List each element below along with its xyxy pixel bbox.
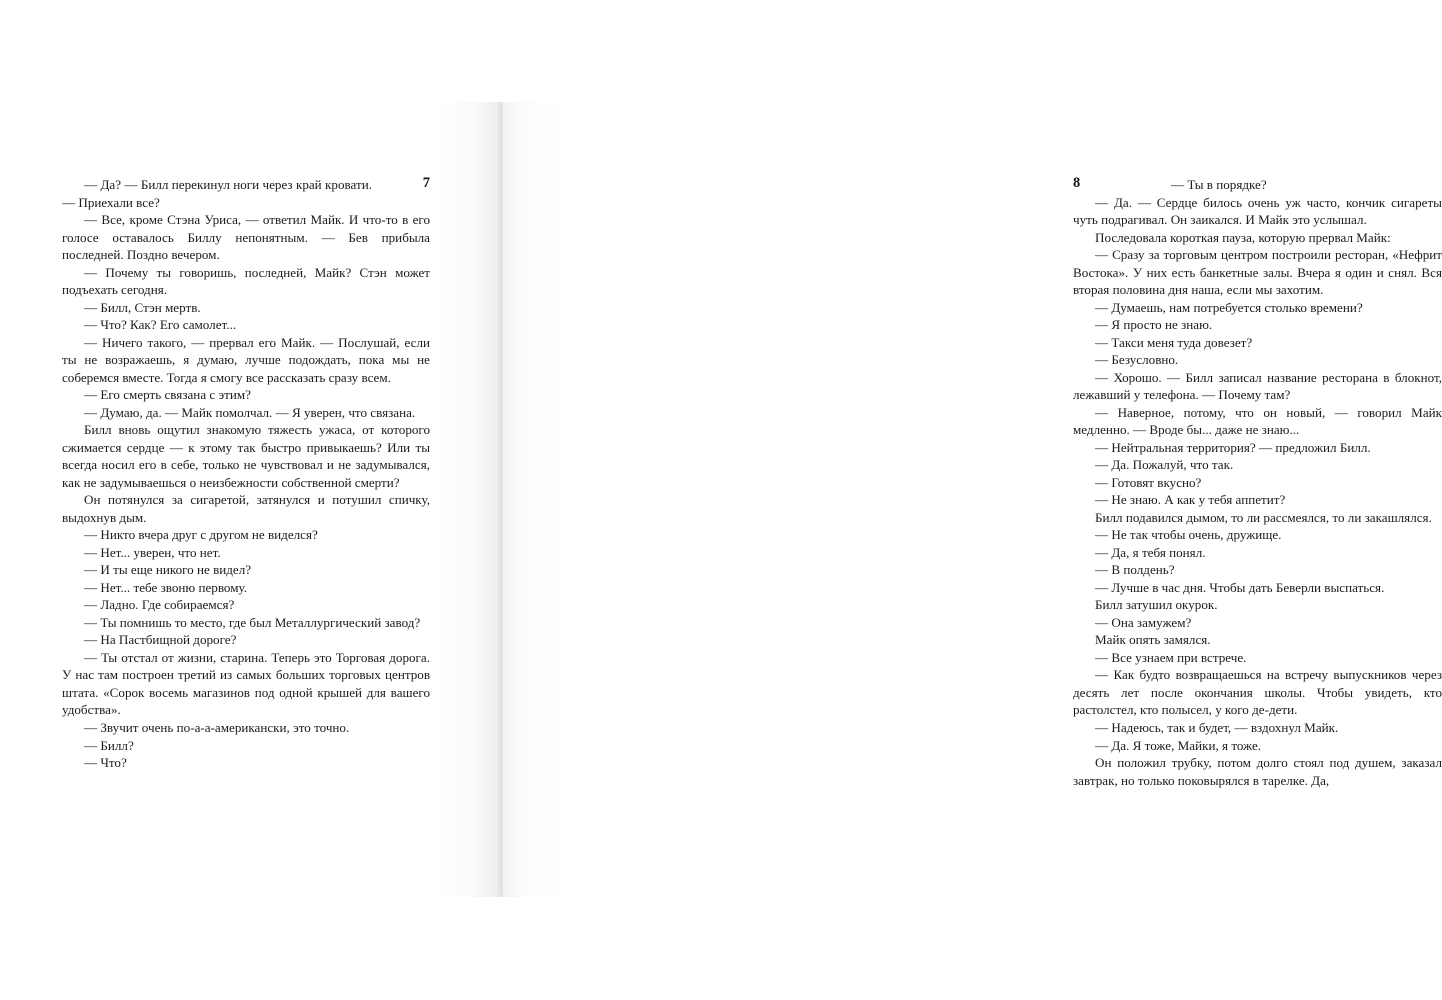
paragraph: — Почему ты говоришь, последней, Майк? Стэн может подъехать сегодня. [62, 264, 430, 298]
paragraph: — Она замужем? [1095, 614, 1192, 630]
paragraph: — Наверное, потому, что он новый, — говорил Майк медленно. — Вроде бы... даже не знаю... [1073, 404, 1442, 438]
paragraph: — Что? Как? Его самолет... [84, 317, 237, 333]
paragraph: — Думаю, да. — Майк помолчал. — Я уверен, что связана. [84, 404, 416, 420]
left-page-number: 7 [422, 175, 430, 191]
paragraph: — Как будто возвращаешься на встречу выпускников через десять лет после окончания школы. Чтобы увидеть, кто растолстел, кто полысел, у кого де-дети. [1073, 667, 1442, 718]
paragraph: — Лучше в час дня. Чтобы дать Беверли выспаться. [1095, 579, 1385, 595]
paragraph: Билл вновь ощутил знакомую тяжесть ужаса, от которого сжимается сердце — к этому так быстро привыкаешь? Или ты всегда носил его в себе, только не чувствовал и не задумывался, как не задумываешься о неизбежности собственной смерти? [62, 422, 430, 490]
paragraph: — Не так чтобы очень, дружище. [1095, 527, 1282, 543]
paragraph: — Такси меня туда довезет? [1095, 334, 1253, 350]
folio-spacer [1073, 176, 1149, 194]
paragraph: Билл подавился дымом, то ли рассмеялся, то ли закашлялся. [1095, 509, 1432, 525]
paragraph: — Думаешь, нам потребуется столько времени? [1095, 299, 1363, 315]
paragraph: — Хорошо. — Билл записал название ресторана в блокнот, лежавший у телефона. — Почему там? [1073, 369, 1442, 403]
right-page-number: 8 [1073, 175, 1081, 191]
paragraph: Последовала короткая пауза, которую прервал Майк: [1095, 229, 1391, 245]
paragraph: — Не знаю. А как у тебя аппетит? [1095, 492, 1286, 508]
paragraph: — Все, кроме Стэна Уриса, — ответил Майк. И что-то в его голосе оставалось Биллу непонятным. — Бев прибыла последней. Поздно вечером. [62, 212, 430, 263]
left-page [0, 0, 500, 1000]
paragraph: — Ты отстал от жизни, старина. Теперь это Торговая дорога. У нас там построен третий из самых больших торговых центров штата. «Сорок восемь магазинов под одной крышей для вашего удобства». [62, 649, 430, 718]
paragraph: — Нет... уверен, что нет. [84, 544, 221, 560]
paragraph: — Ты в порядке? [1171, 177, 1267, 192]
paragraph: — Ты помнишь то место, где был Металлургический завод? [84, 614, 421, 630]
left-page-text [62, 176, 430, 772]
right-page-text [1073, 176, 1442, 789]
paragraph: — Его смерть связана с этим? [84, 387, 251, 403]
paragraph: — Безусловно. [1095, 352, 1179, 368]
paragraph: — Билл, Стэн мертв. [84, 299, 201, 315]
paragraph: — И ты еще никого не видел? [84, 562, 252, 578]
paragraph: — Готовят вкусно? [1095, 474, 1202, 490]
paragraph: — Да. Я тоже, Майки, я тоже. [1095, 737, 1262, 753]
paragraph: Он потянулся за сигаретой, затянулся и потушил спичку, выдохнув дым. [62, 492, 430, 525]
paragraph: — На Пастбищной дороге? [84, 632, 237, 648]
paragraph: — Я просто не знаю. [1095, 317, 1213, 333]
paragraph: — Сразу за торговым центром построили ресторан, «Нефрит Востока». У них есть банкетные залы. Вчера я один и снял. Вся вторая половина дня наша, если мы захотим. [1073, 247, 1442, 298]
paragraph: Билл затушил окурок. [1095, 597, 1218, 613]
paragraph: — В полдень? [1095, 562, 1175, 578]
paragraph: — Ладно. Где собираемся? [84, 597, 235, 613]
paragraph: — Нет... тебе звоню первому. [84, 579, 247, 595]
paragraph: — Звучит очень по-а-а-американски, это точно. [84, 719, 350, 735]
paragraph: Он положил трубку, потом долго стоял под душем, заказал завтрак, но только поковырялся в тарелке. Да, [1073, 755, 1442, 788]
paragraph: Майк опять замялся. [1095, 632, 1211, 648]
paragraph: — Да? — Билл перекинул ноги через край кровати. — Приехали все? [62, 177, 372, 210]
paragraph: — Никто вчера друг с другом не виделся? [84, 527, 318, 543]
paragraph: — Да. Пожалуй, что так. [1095, 457, 1234, 473]
paragraph: — Да, я тебя понял. [1095, 544, 1206, 560]
paragraph: — Нейтральная территория? — предложил Билл. [1095, 439, 1371, 455]
folio-spacer [372, 176, 430, 194]
paragraph: — Надеюсь, так и будет, — вздохнул Майк. [1095, 719, 1339, 735]
right-page [500, 0, 1442, 1000]
paragraph: — Что? [84, 755, 127, 771]
paragraph: — Билл? [84, 737, 134, 753]
paragraph: — Ничего такого, — прервал его Майк. — Послушай, если ты не возражаешь, я думаю, лучше подождать, пока мы не соберемся вместе. Тогда я смогу все рассказать сразу всем. [62, 334, 430, 385]
paragraph: — Да. — Сердце билось очень уж часто, кончик сигареты чуть подрагивал. Он заикался. И Майк это услышал. [1073, 194, 1442, 228]
paragraph: — Все узнаем при встрече. [1095, 649, 1247, 665]
